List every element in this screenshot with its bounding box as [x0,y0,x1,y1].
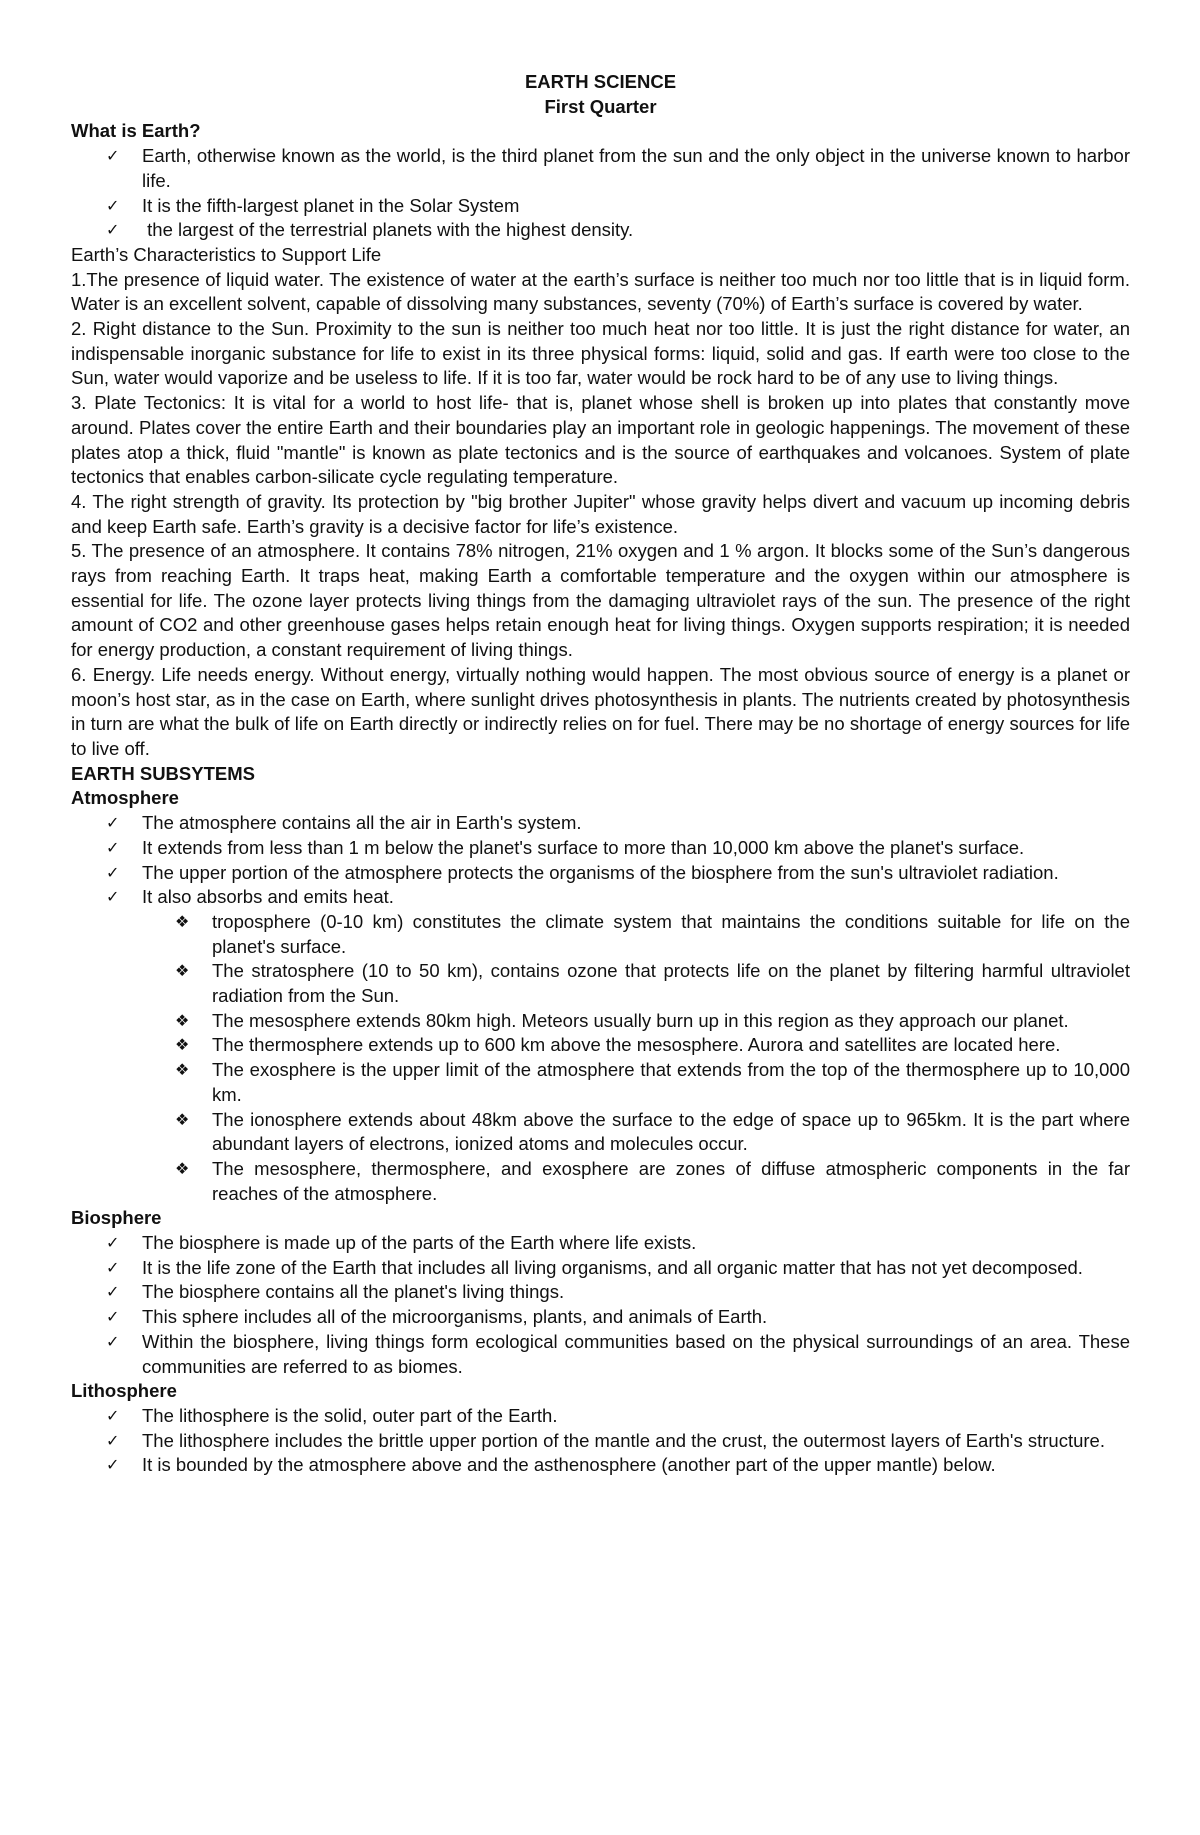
check-icon: ✓ [106,146,120,166]
list-item: ✓ The upper portion of the atmosphere protects the organisms of the biosphere from the sun's ultraviolet radiation. [71,861,1130,886]
diamond-bullet-icon: ❖ [175,1158,190,1178]
list-item: ✓ This sphere includes all of the microorganisms, plants, and animals of Earth. [71,1305,1130,1330]
paragraph-distance-sun: 2. Right distance to the Sun. Proximity to the sun is neither too much heat nor too little. It is just the right distance for water, an indispensable inorganic substance for life to exist in its three physical forms: liquid, solid and gas. If earth were too close to the Sun, water would vaporize and be useless to life. If it is too far, water would be rock hard to be of any use to living things. [71,318,1130,389]
list-item: ❖ The exosphere is the upper limit of the atmosphere that extends from the top of the thermosphere up to 10,000 km. [175,1059,1130,1105]
document-subtitle: First Quarter [544,95,657,117]
check-icon: ✓ [106,1430,120,1450]
list-item: ✓ The lithosphere includes the brittle upper portion of the mantle and the crust, the outermost layers of Earth's structure. [71,1429,1130,1454]
what-is-earth-list [71,144,1130,243]
paragraph-energy: 6. Energy. Life needs energy. Without energy, virtually nothing would happen. The most obvious source of energy is a planet or moon’s host star, as in the case on Earth, where sunlight drives photosynthesis in plants. The nutrients created by photosynthesis in turn are what the bulk of life on Earth directly or indirectly relies on for fuel. There may be no shortage of energy sources for life to live off. [71,663,1130,759]
list-item: ✓ The biosphere is made up of the parts of the Earth where life exists. [71,1231,1130,1256]
list-item: ✓ the largest of the terrestrial planets with the highest density. [71,218,1130,243]
list-item: ✓ It extends from less than 1 m below the planet's surface to more than 10,000 km above the planet's surface. [71,836,1130,861]
list-item: ✓ It also absorbs and emits heat. [71,885,1130,910]
paragraph-atmosphere: 5. The presence of an atmosphere. It contains 78% nitrogen, 21% oxygen and 1 % argon. It blocks some of the Sun’s dangerous rays from reaching Earth. It traps heat, making Earth a comfortable temperature and the oxygen within our atmosphere is essential for life. The ozone layer protects living things from the damaging ultraviolet rays of the sun. The presence of the right amount of CO2 and other greenhouse gases helps retain enough heat for living things. Oxygen supports respiration; it is needed for energy production, a constant requirement of living things. [71,540,1130,661]
subheading-lithosphere: Lithosphere [71,1380,177,1402]
check-icon: ✓ [106,220,120,240]
list-item: ❖ The ionosphere extends about 48km above the surface to the edge of space up to 965km. It is the part where abundant layers of electrons, ionized atoms and molecules occur. [175,1108,1130,1155]
list-item: ✓ The atmosphere contains all the air in Earth's system. [71,811,1130,836]
check-icon: ✓ [106,1331,120,1351]
list-item: ✓ Within the biosphere, living things form ecological communities based on the physical surroundings of an area. These communities are referred to as biomes. [106,1330,1130,1377]
check-icon: ✓ [106,1282,120,1302]
biosphere-list [71,1231,1130,1379]
list-item: ✓ The lithosphere is the solid, outer part of the Earth. [71,1404,1130,1429]
check-icon: ✓ [106,195,120,215]
check-icon: ✓ [106,1405,120,1425]
section-heading-what-is-earth: What is Earth? [71,120,201,142]
check-icon: ✓ [106,1233,120,1253]
list-item: ❖ The mesosphere, thermosphere, and exosphere are zones of diffuse atmospheric components in the far reaches of the atmosphere. [175,1157,1130,1204]
paragraph-plate-tectonics: 3. Plate Tectonics: It is vital for a world to host life- that is, planet whose shell is broken up into plates that constantly move around. Plates cover the entire Earth and their boundaries play an important role in geologic happenings. The movement of these plates atop a thick, fluid "mantle" is known as plate tectonics and is the source of earthquakes and volcanoes. System of plate tectonics that enables carbon-silicate cycle regulating temperature. [71,392,1130,488]
lithosphere-list [71,1404,1130,1478]
check-icon: ✓ [106,1455,120,1475]
list-item: ✓ Earth, otherwise known as the world, is the third planet from the sun and the only object in the universe known to harbor life. [106,145,1130,191]
list-item: ❖ The thermosphere extends up to 600 km above the mesosphere. Aurora and satellites are located here. [71,1033,1130,1058]
diamond-bullet-icon: ❖ [175,1109,190,1129]
atmosphere-list [71,811,1130,910]
atmosphere-layers-list [71,910,1130,1206]
paragraph-liquid-water: 1.The presence of liquid water. The existence of water at the earth’s surface is neither too much nor too little that is in liquid form. Water is an excellent solvent, capable of dissolving many substances, seventy (70%) of Earth’s surface is covered by water. [71,268,1130,315]
check-icon: ✓ [106,837,120,857]
list-item: ❖ The mesosphere extends 80km high. Meteors usually burn up in this region as they approach our planet. [71,1009,1130,1034]
diamond-bullet-icon: ❖ [175,961,190,981]
list-item: ✓ It is the fifth-largest planet in the Solar System [71,194,1130,219]
subheading-biosphere: Biosphere [71,1207,162,1229]
list-item: ❖ troposphere (0-10 km) constitutes the climate system that maintains the conditions suitable for life on the planet's surface. [175,910,1130,957]
diamond-bullet-icon: ❖ [175,911,190,931]
diamond-bullet-icon: ❖ [175,1035,190,1055]
section-heading-characteristics: Earth’s Characteristics to Support Life [71,243,382,265]
check-icon: ✓ [106,862,120,882]
paragraph-gravity: 4. The right strength of gravity. Its protection by "big brother Jupiter" whose gravity helps divert and vacuum up incoming debris and keep Earth safe. Earth’s gravity is a decisive factor for life’s existence. [71,490,1130,537]
diamond-bullet-icon: ❖ [175,1060,190,1080]
list-item: ❖ The stratosphere (10 to 50 km), contains ozone that protects life on the planet by filtering harmful ultraviolet radiation from the Sun. [175,960,1130,1007]
check-icon: ✓ [106,813,120,833]
list-item: ✓ The biosphere contains all the planet's living things. [71,1280,1130,1305]
check-icon: ✓ [106,887,120,907]
list-item: ✓ It is the life zone of the Earth that includes all living organisms, and all organic matter that has not yet decomposed. [71,1256,1130,1281]
subheading-atmosphere: Atmosphere [71,787,179,809]
check-icon: ✓ [106,1257,120,1277]
list-item: ✓ It is bounded by the atmosphere above and the asthenosphere (another part of the upper mantle) below. [71,1453,1130,1478]
document-title: EARTH SCIENCE [524,71,677,92]
check-icon: ✓ [106,1307,120,1327]
section-heading-subsystems: EARTH SUBSYTEMS [71,762,255,784]
diamond-bullet-icon: ❖ [175,1010,190,1030]
